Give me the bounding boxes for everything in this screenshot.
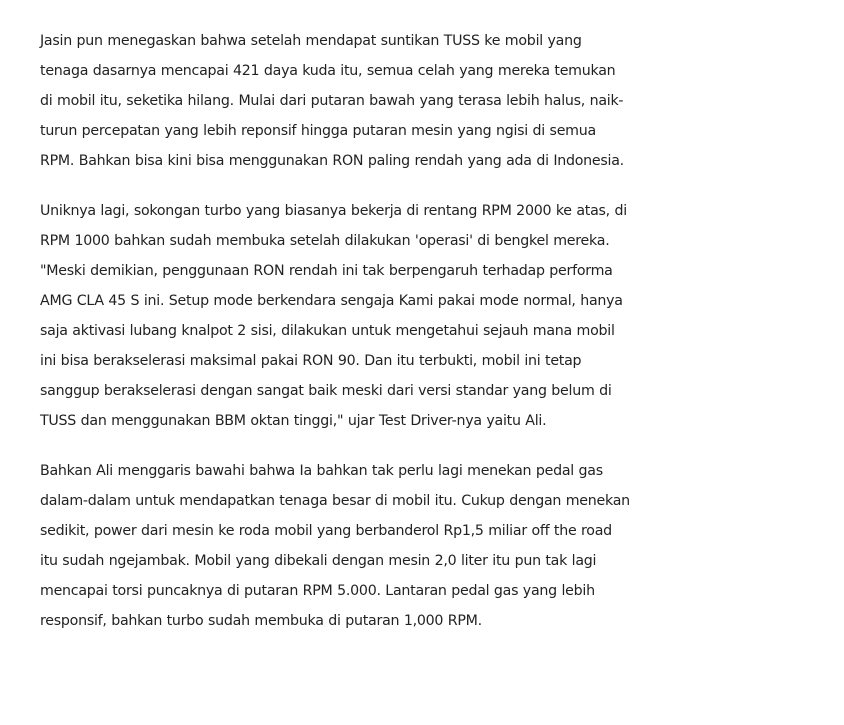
article-paragraph: Uniknya lagi, sokongan turbo yang biasanya bekerja di rentang RPM 2000 ke atas, di RPM 1000 bahkan sudah membuka setelah dilakukan 'operasi' di bengkel mereka. "Meski demikian, penggunaan RON rendah ini tak berpengaruh terhadap performa AMG CLA 45 S ini. Setup mode berkendara sengaja Kami pakai mode normal, hanya saja aktivasi lubang knalpot 2 sisi, dilakukan untuk mengetahui sejauh mana mobil ini bisa berakselerasi maksimal pakai RON 90. Dan itu terbukti, mobil ini tetap sanggup berakselerasi dengan sangat baik meski dari versi standar yang belum di TUSS dan menggunakan BBM oktan tinggi," ujar Test Driver-nya yaitu Ali. bbox=[40, 203, 627, 429]
article-body bbox=[40, 26, 630, 656]
article-paragraph: Bahkan Ali menggaris bawahi bahwa Ia bahkan tak perlu lagi menekan pedal gas dalam-dalam untuk mendapatkan tenaga besar di mobil itu. Cukup dengan menekan sedikit, power dari mesin ke roda mobil yang berbanderol Rp1,5 miliar off the road itu sudah ngejambak. Mobil yang dibekali dengan mesin 2,0 liter itu pun tak lagi mencapai torsi puncaknya di putaran RPM 5.000. Lantaran pedal gas yang lebih responsif, bahkan turbo sudah membuka di putaran 1,000 RPM. bbox=[40, 463, 630, 629]
article-paragraph: Jasin pun menegaskan bahwa setelah mendapat suntikan TUSS ke mobil yang tenaga dasarnya mencapai 421 daya kuda itu, semua celah yang mereka temukan di mobil itu, seketika hilang. Mulai dari putaran bawah yang terasa lebih halus, naik-turun percepatan yang lebih reponsif hingga putaran mesin yang ngisi di semua RPM. Bahkan bisa kini bisa menggunakan RON paling rendah yang ada di Indonesia. bbox=[40, 33, 624, 169]
